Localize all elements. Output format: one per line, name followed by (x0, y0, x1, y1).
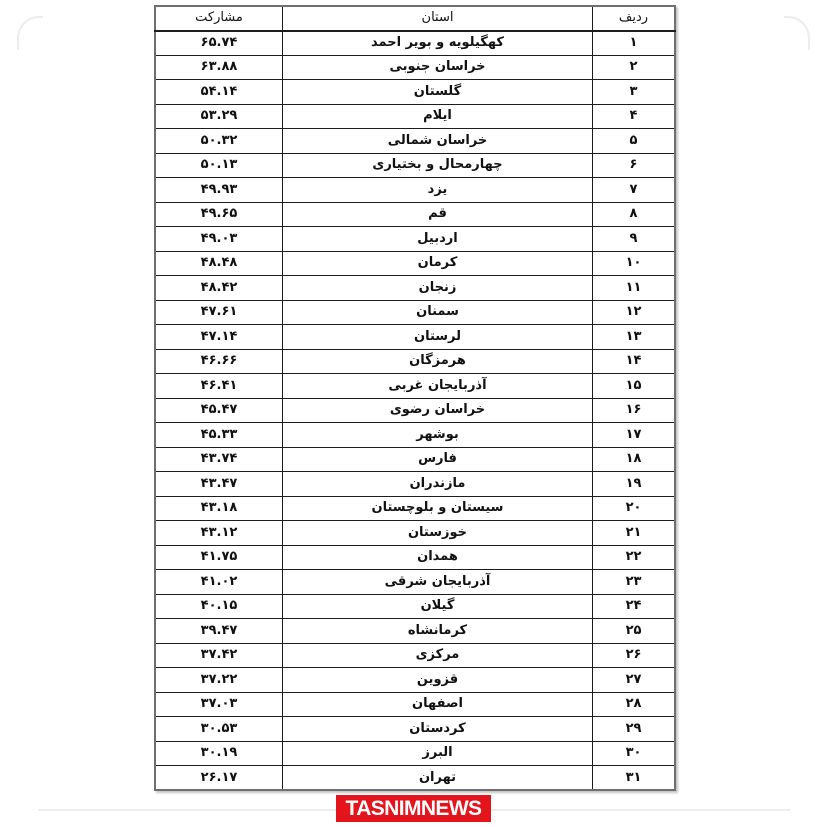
participation-cell: ۴۰.۱۵ (155, 594, 283, 619)
row-number-cell: ۱۵ (593, 374, 676, 399)
province-cell: کردستان (283, 717, 593, 742)
row-number-cell: ۱۹ (593, 472, 676, 497)
table-row (155, 717, 675, 742)
province-cell: خراسان رضوی (283, 398, 593, 423)
province-cell: خراسان جنوبی (283, 55, 593, 80)
participation-cell: ۴۹.۰۳ (155, 227, 283, 252)
row-number-cell: ۱۴ (593, 349, 676, 374)
province-cell: زنجان (283, 276, 593, 301)
table-row (155, 227, 675, 252)
participation-cell: ۴۵.۴۷ (155, 398, 283, 423)
row-number-cell: ۲۰ (593, 496, 676, 521)
table-row (155, 178, 675, 203)
participation-cell: ۳۷.۲۲ (155, 668, 283, 693)
participation-cell: ۴۹.۶۵ (155, 202, 283, 227)
row-number-cell: ۶ (593, 153, 676, 178)
table-row (155, 398, 675, 423)
row-number-cell: ۱۸ (593, 447, 676, 472)
province-cell: اردبیل (283, 227, 593, 252)
province-cell: سیستان و بلوچستان (283, 496, 593, 521)
province-cell: البرز (283, 741, 593, 766)
row-number-cell: ۵ (593, 129, 676, 154)
province-cell: مرکزی (283, 643, 593, 668)
province-cell: قم (283, 202, 593, 227)
table-header (155, 6, 675, 31)
participation-cell: ۴۶.۶۶ (155, 349, 283, 374)
province-cell: همدان (283, 545, 593, 570)
province-cell: کرمان (283, 251, 593, 276)
table-row (155, 202, 675, 227)
row-number-cell: ۳ (593, 80, 676, 105)
header-province: استان (283, 6, 593, 31)
table-row (155, 300, 675, 325)
row-number-cell: ۳۰ (593, 741, 676, 766)
table-row (155, 545, 675, 570)
participation-cell: ۴۸.۴۸ (155, 251, 283, 276)
participation-cell: ۴۱.۰۲ (155, 570, 283, 595)
table-row (155, 325, 675, 350)
header-participation: مشارکت (155, 6, 283, 31)
participation-cell: ۳۷.۴۲ (155, 643, 283, 668)
row-number-cell: ۸ (593, 202, 676, 227)
row-number-cell: ۲۶ (593, 643, 676, 668)
province-cell: سمنان (283, 300, 593, 325)
participation-table (154, 5, 676, 791)
table-body (155, 31, 675, 791)
table-row (155, 521, 675, 546)
table-row (155, 80, 675, 105)
row-number-cell: ۲۲ (593, 545, 676, 570)
province-cell: چهارمحال و بختیاری (283, 153, 593, 178)
table-row (155, 276, 675, 301)
row-number-cell: ۳۱ (593, 766, 676, 791)
row-number-cell: ۲۷ (593, 668, 676, 693)
participation-cell: ۴۷.۱۴ (155, 325, 283, 350)
table-row (155, 496, 675, 521)
table-row (155, 472, 675, 497)
participation-cell: ۳۷.۰۳ (155, 692, 283, 717)
participation-cell: ۴۳.۷۴ (155, 447, 283, 472)
row-number-cell: ۱۰ (593, 251, 676, 276)
participation-cell: ۵۴.۱۴ (155, 80, 283, 105)
participation-cell: ۴۶.۴۱ (155, 374, 283, 399)
row-number-cell: ۱۷ (593, 423, 676, 448)
table-row (155, 766, 675, 791)
province-cell: تهران (283, 766, 593, 791)
row-number-cell: ۱ (593, 31, 676, 56)
row-number-cell: ۲ (593, 55, 676, 80)
participation-cell: ۴۵.۳۳ (155, 423, 283, 448)
table-row (155, 741, 675, 766)
table-row (155, 668, 675, 693)
row-number-cell: ۴ (593, 104, 676, 129)
row-number-cell: ۲۱ (593, 521, 676, 546)
card-frame-corner-top-right (784, 16, 810, 50)
province-cell: کهگیلویه و بویر احمد (283, 31, 593, 56)
table-row (155, 374, 675, 399)
participation-cell: ۳۹.۴۷ (155, 619, 283, 644)
province-cell: هرمزگان (283, 349, 593, 374)
table-row (155, 153, 675, 178)
province-cell: گیلان (283, 594, 593, 619)
table-row (155, 55, 675, 80)
table-row (155, 447, 675, 472)
header-row (155, 6, 675, 31)
row-number-cell: ۱۳ (593, 325, 676, 350)
row-number-cell: ۲۸ (593, 692, 676, 717)
province-cell: اصفهان (283, 692, 593, 717)
row-number-cell: ۲۴ (593, 594, 676, 619)
participation-cell: ۳۰.۱۹ (155, 741, 283, 766)
participation-cell: ۴۱.۷۵ (155, 545, 283, 570)
row-number-cell: ۱۱ (593, 276, 676, 301)
table-row (155, 104, 675, 129)
province-cell: قزوین (283, 668, 593, 693)
participation-cell: ۳۰.۵۳ (155, 717, 283, 742)
province-cell: گلستان (283, 80, 593, 105)
province-cell: کرمانشاه (283, 619, 593, 644)
row-number-cell: ۲۹ (593, 717, 676, 742)
participation-cell: ۴۳.۴۷ (155, 472, 283, 497)
province-cell: خوزستان (283, 521, 593, 546)
participation-cell: ۴۳.۱۸ (155, 496, 283, 521)
province-cell: آذربایجان غربی (283, 374, 593, 399)
tasnimnews-logo: TASNIMNEWS (336, 795, 491, 822)
province-cell: یزد (283, 178, 593, 203)
province-cell: خراسان شمالی (283, 129, 593, 154)
row-number-cell: ۹ (593, 227, 676, 252)
table-row (155, 31, 675, 56)
participation-cell: ۴۷.۶۱ (155, 300, 283, 325)
participation-cell: ۴۸.۴۲ (155, 276, 283, 301)
participation-cell: ۲۶.۱۷ (155, 766, 283, 791)
participation-cell: ۴۳.۱۲ (155, 521, 283, 546)
row-number-cell: ۱۲ (593, 300, 676, 325)
table-row (155, 643, 675, 668)
province-cell: آذربایجان شرقی (283, 570, 593, 595)
table-row (155, 619, 675, 644)
participation-cell: ۶۵.۷۴ (155, 31, 283, 56)
row-number-cell: ۲۳ (593, 570, 676, 595)
table-row (155, 594, 675, 619)
province-cell: بوشهر (283, 423, 593, 448)
table-row (155, 423, 675, 448)
province-cell: ایلام (283, 104, 593, 129)
table-row (155, 692, 675, 717)
header-row-number: ردیف (593, 6, 676, 31)
table-row (155, 570, 675, 595)
province-cell: فارس (283, 447, 593, 472)
province-cell: مازندران (283, 472, 593, 497)
participation-cell: ۵۰.۱۳ (155, 153, 283, 178)
table-row (155, 251, 675, 276)
table-row (155, 349, 675, 374)
row-number-cell: ۱۶ (593, 398, 676, 423)
participation-cell: ۵۰.۳۲ (155, 129, 283, 154)
province-cell: لرستان (283, 325, 593, 350)
table-row (155, 129, 675, 154)
row-number-cell: ۲۵ (593, 619, 676, 644)
participation-cell: ۵۳.۲۹ (155, 104, 283, 129)
participation-cell: ۶۳.۸۸ (155, 55, 283, 80)
card-frame-corner-top-left (17, 16, 43, 50)
participation-cell: ۴۹.۹۳ (155, 178, 283, 203)
row-number-cell: ۷ (593, 178, 676, 203)
